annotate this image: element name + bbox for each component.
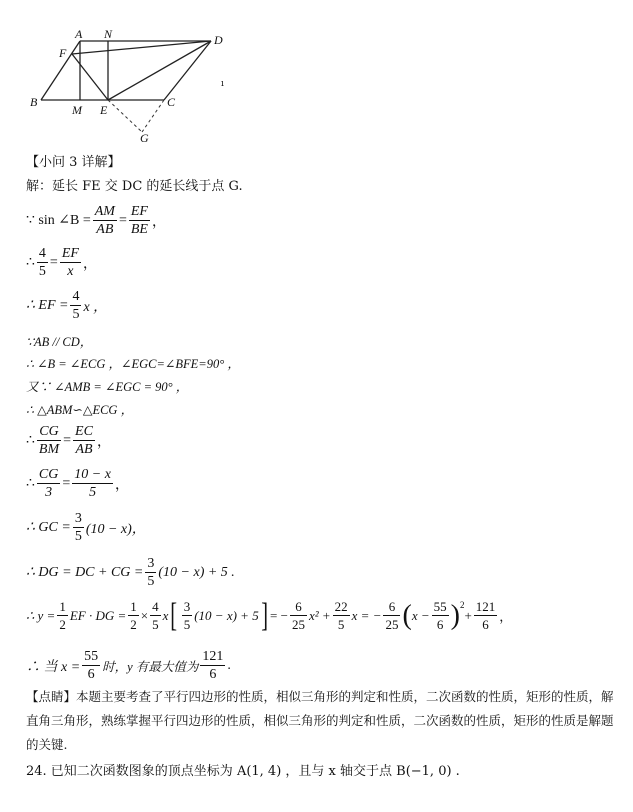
eq-text: ∵ sin ∠B = — [26, 213, 91, 228]
eq-line-13 — [26, 648, 231, 683]
label-n: N — [104, 27, 113, 41]
frac-num: 55 — [433, 599, 447, 614]
frac-num: EF — [61, 246, 79, 261]
eq-text: x − — [411, 607, 430, 623]
frac-den: BM — [38, 442, 60, 457]
frac-den: 3 — [45, 485, 53, 500]
frac-num: CG — [38, 467, 59, 482]
frac-num: CG — [37, 423, 61, 441]
frac-den: BE — [130, 222, 148, 237]
eq-text: = — [118, 212, 127, 228]
eq-text: ∴ EF = — [26, 298, 69, 313]
eq-text: ∴ y = — [26, 607, 56, 623]
eq-text: x ， — [83, 299, 108, 315]
frac-num: EF — [130, 204, 148, 219]
eq-text: ， — [82, 256, 97, 272]
frac-den: 5 — [183, 617, 191, 632]
solution-intro: 解：延长 FE 交 DC 的延长线于点 G. — [26, 179, 243, 194]
eq-text: = — [49, 254, 58, 270]
exponent: 2 — [459, 600, 465, 610]
frac-den: 25 — [291, 617, 305, 632]
segment-fd — [72, 41, 211, 54]
eq-text: ∴ — [26, 255, 35, 270]
label-d: D — [214, 33, 223, 47]
bracket-left: [ — [170, 596, 178, 634]
label-e: E — [100, 103, 108, 117]
eq-line-10 — [26, 510, 146, 545]
eq-text: = − — [270, 607, 288, 623]
eq-line-6: 又∵ ∠AMB = ∠EGC = 90° ， — [26, 380, 189, 394]
eq-text: ∴ DG = DC + CG = — [26, 565, 144, 580]
eq-line-8 — [26, 423, 111, 458]
paren-right: ) — [450, 599, 460, 631]
eq-text: 时，y 有最大值为 — [102, 659, 199, 674]
frac-num: 4 — [72, 289, 80, 304]
eq-text: ∴ — [26, 433, 35, 448]
frac-num: 1 — [59, 599, 66, 614]
eq-text: (10 − x) + 5 — [194, 607, 259, 623]
eq-line-11 — [26, 555, 235, 590]
eq-text: ， — [96, 434, 111, 450]
section-heading: 【小问 3 详解】 — [26, 155, 121, 170]
eq-text: × — [140, 607, 149, 623]
dashed-eg — [108, 100, 142, 132]
frac-num: 3 — [74, 511, 82, 526]
eq-text: EF · DG = — [69, 607, 127, 623]
frac-num: 6 — [290, 598, 307, 616]
frac-den: 5 — [72, 307, 80, 322]
frac-num: 22 — [334, 599, 348, 614]
eq-line-7: ∴ △ABM∽△ECG ， — [26, 403, 134, 417]
eq-text: (10 − x) + 5 . — [158, 564, 235, 580]
segment-ed — [108, 41, 211, 100]
label-f: F — [59, 46, 67, 60]
frac-num: EC — [75, 424, 93, 439]
bracket-right: ] — [260, 596, 268, 634]
eq-text: ∴ 当 x = — [26, 659, 81, 675]
eq-line-1 — [26, 203, 166, 238]
frac-num: 1 — [130, 599, 137, 614]
eq-text: = — [63, 432, 72, 448]
frac-den: 5 — [38, 264, 46, 279]
frac-den: 5 — [147, 574, 155, 589]
eq-line-12 — [26, 598, 512, 633]
frac-den: 6 — [436, 617, 444, 632]
label-b: B — [30, 95, 38, 109]
frac-den: 25 — [385, 617, 399, 632]
eq-text: = — [62, 475, 71, 491]
frac-num: 121 — [202, 649, 224, 664]
comment-paragraph: 【点睛】本题主要考查了平行四边形的性质，相似三角形的判定和性质，二次函数的性质，矩形的性质，解直角三角形，熟练掌握平行四边形的性质，相似三角形的判定和性质，二次函数的性质，矩形的性质是解题的关键. — [26, 689, 614, 752]
frac-den: AB — [75, 442, 93, 457]
frac-den: 6 — [209, 667, 217, 682]
label-c: C — [167, 95, 176, 109]
stray-mark: ı — [221, 79, 224, 89]
eq-text: . — [227, 657, 231, 673]
frac-den: 5 — [89, 485, 97, 500]
geometry-figure — [28, 26, 228, 146]
frac-den: 2 — [59, 617, 66, 632]
frac-den: 5 — [152, 617, 159, 632]
frac-den: AB — [96, 222, 114, 237]
eq-text: x — [162, 607, 169, 623]
eq-line-4: ∵AB // CD， — [26, 335, 93, 349]
frac-den: x — [67, 264, 74, 279]
eq-text: ， — [499, 609, 513, 624]
frac-den: 2 — [130, 617, 137, 632]
eq-text: + — [464, 607, 472, 623]
eq-line-3 — [26, 288, 107, 323]
eq-text: (10 − x)， — [85, 521, 146, 537]
frac-den: 6 — [87, 667, 95, 682]
eq-text: ， — [151, 214, 166, 230]
frac-den: 6 — [482, 617, 489, 632]
dashed-cg — [142, 100, 164, 132]
eq-text: x² + — [308, 607, 331, 623]
segment-fe — [72, 54, 108, 100]
frac-num: 3 — [147, 556, 155, 571]
eq-text: ∴ — [26, 476, 35, 491]
eq-line-2 — [26, 245, 97, 280]
question-24: 24. 已知二次函数图象的顶点坐标为 A(1, 4) ，且与 x 轴交于点 B(−1, 0) . — [26, 764, 460, 779]
frac-num: 10 − x — [74, 467, 111, 482]
frac-num: AM — [94, 204, 115, 219]
frac-num: 121 — [475, 599, 496, 614]
label-m: M — [72, 103, 82, 117]
frac-den: 5 — [74, 529, 82, 544]
frac-num: 3 — [183, 599, 191, 614]
eq-line-9 — [26, 466, 129, 501]
label-a: A — [75, 27, 83, 41]
frac-num: 55 — [84, 649, 99, 664]
paren-left: ( — [402, 599, 412, 631]
frac-num: 6 — [383, 598, 400, 616]
frac-num: 4 — [38, 246, 46, 261]
eq-text: ， — [114, 477, 129, 493]
label-g: G — [140, 131, 149, 145]
edge-dc — [164, 41, 211, 100]
frac-num: 4 — [152, 599, 159, 614]
eq-line-5: ∴ ∠B = ∠ECG ，∠EGC=∠BFE=90° ， — [26, 357, 240, 371]
eq-text: ∴ GC = — [26, 520, 71, 535]
frac-den: 5 — [337, 617, 345, 632]
eq-text: x = − — [351, 607, 382, 623]
